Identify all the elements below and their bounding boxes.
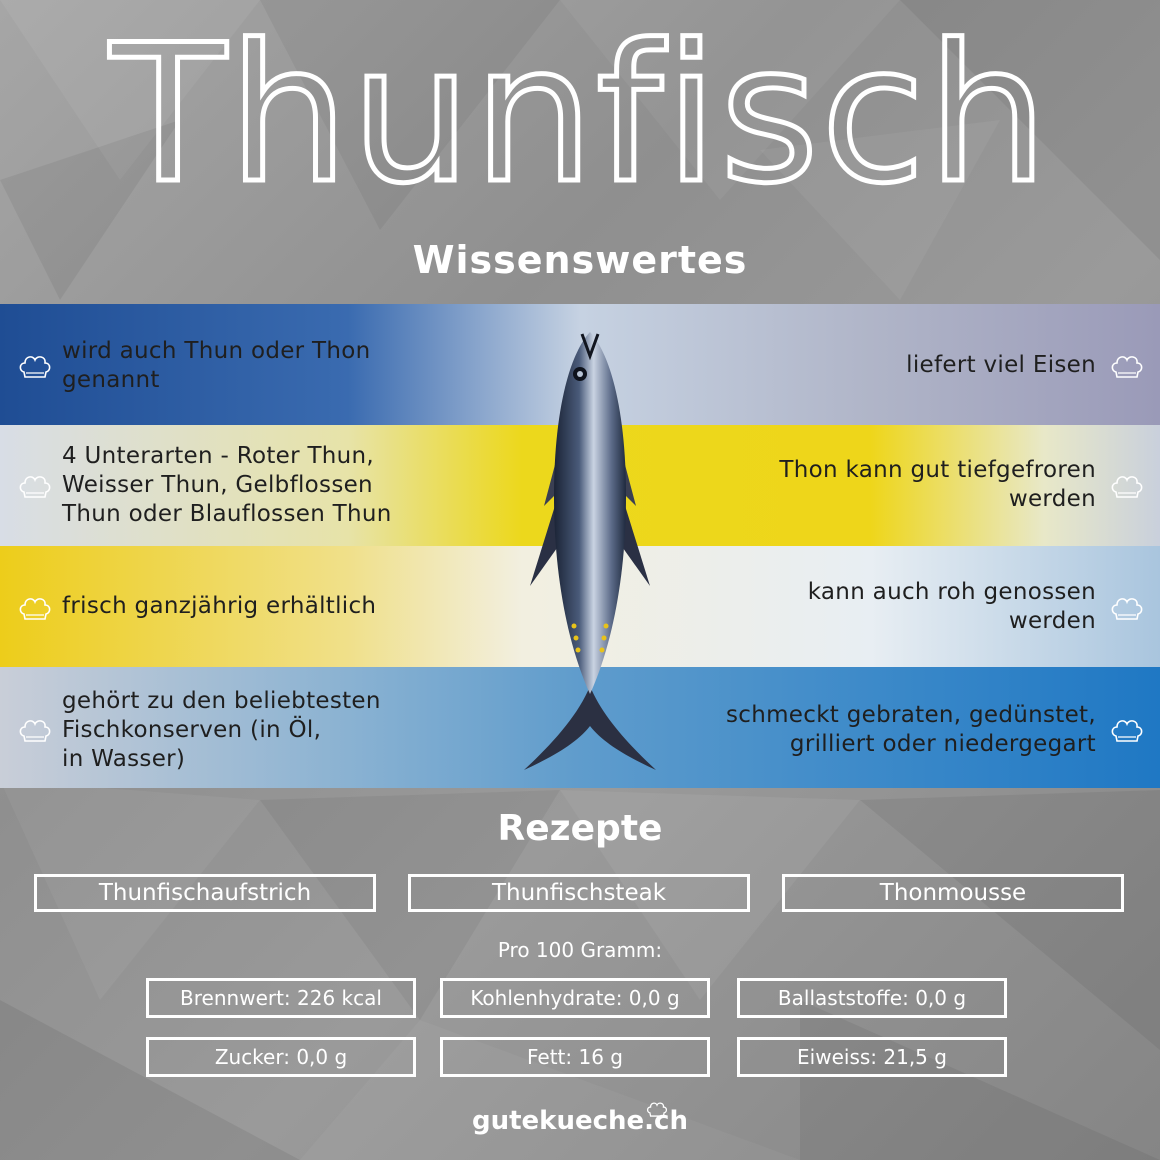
chef-hat-icon bbox=[1110, 352, 1144, 380]
nutrition-kohlenhydrate: Kohlenhydrate: 0,0 g bbox=[440, 978, 710, 1018]
recipes-heading: Rezepte bbox=[497, 808, 663, 849]
recipe-button-thunfischaufstrich[interactable]: Thunfischaufstrich bbox=[34, 874, 376, 912]
chef-hat-icon bbox=[18, 472, 52, 500]
chef-hat-icon bbox=[18, 716, 52, 744]
nutrition-zucker: Zucker: 0,0 g bbox=[146, 1037, 416, 1077]
chef-hat-icon bbox=[18, 594, 52, 622]
fact-left-1: wird auch Thun oder Thon genannt bbox=[62, 338, 371, 393]
nutrition-ballaststoffe: Ballaststoffe: 0,0 g bbox=[737, 978, 1007, 1018]
facts-heading: Wissenswertes bbox=[412, 238, 748, 282]
fact-left-3: frisch ganzjährig erhältlich bbox=[62, 593, 377, 619]
chef-hat-icon bbox=[1110, 594, 1144, 622]
fact-right-1: liefert viel Eisen bbox=[906, 352, 1096, 378]
fact-left-2: 4 Unterarten - Roter Thun, Weisser Thun, Gelbflossen Thun oder Blauflossen Thun bbox=[62, 443, 392, 527]
tuna-fish-icon bbox=[520, 326, 660, 778]
nutrition-heading: Pro 100 Gramm: bbox=[497, 938, 663, 962]
chef-hat-icon bbox=[18, 352, 52, 380]
page-title-text: Thunfisch bbox=[108, 4, 1051, 225]
chef-hat-icon bbox=[1110, 472, 1144, 500]
recipe-button-thonmousse[interactable]: Thonmousse bbox=[782, 874, 1124, 912]
nutrition-eiweiss: Eiweiss: 21,5 g bbox=[737, 1037, 1007, 1077]
nutrition-fett: Fett: 16 g bbox=[440, 1037, 710, 1077]
brand-logo-text: gutekueche.ch bbox=[472, 1106, 688, 1136]
chef-hat-icon bbox=[646, 1100, 668, 1118]
fact-right-3: kann auch roh genossen werden bbox=[807, 579, 1096, 634]
fact-left-4: gehört zu den beliebtesten Fischkonserven (in Öl, in Wasser) bbox=[62, 688, 381, 772]
fact-right-2: Thon kann gut tiefgefroren werden bbox=[779, 457, 1096, 512]
fact-right-4: schmeckt gebraten, gedünstet, grilliert oder niedergegart bbox=[725, 702, 1096, 757]
nutrition-brennwert: Brennwert: 226 kcal bbox=[146, 978, 416, 1018]
recipe-button-thunfischsteak[interactable]: Thunfischsteak bbox=[408, 874, 750, 912]
page-title bbox=[0, 0, 1160, 235]
chef-hat-icon bbox=[1110, 716, 1144, 744]
